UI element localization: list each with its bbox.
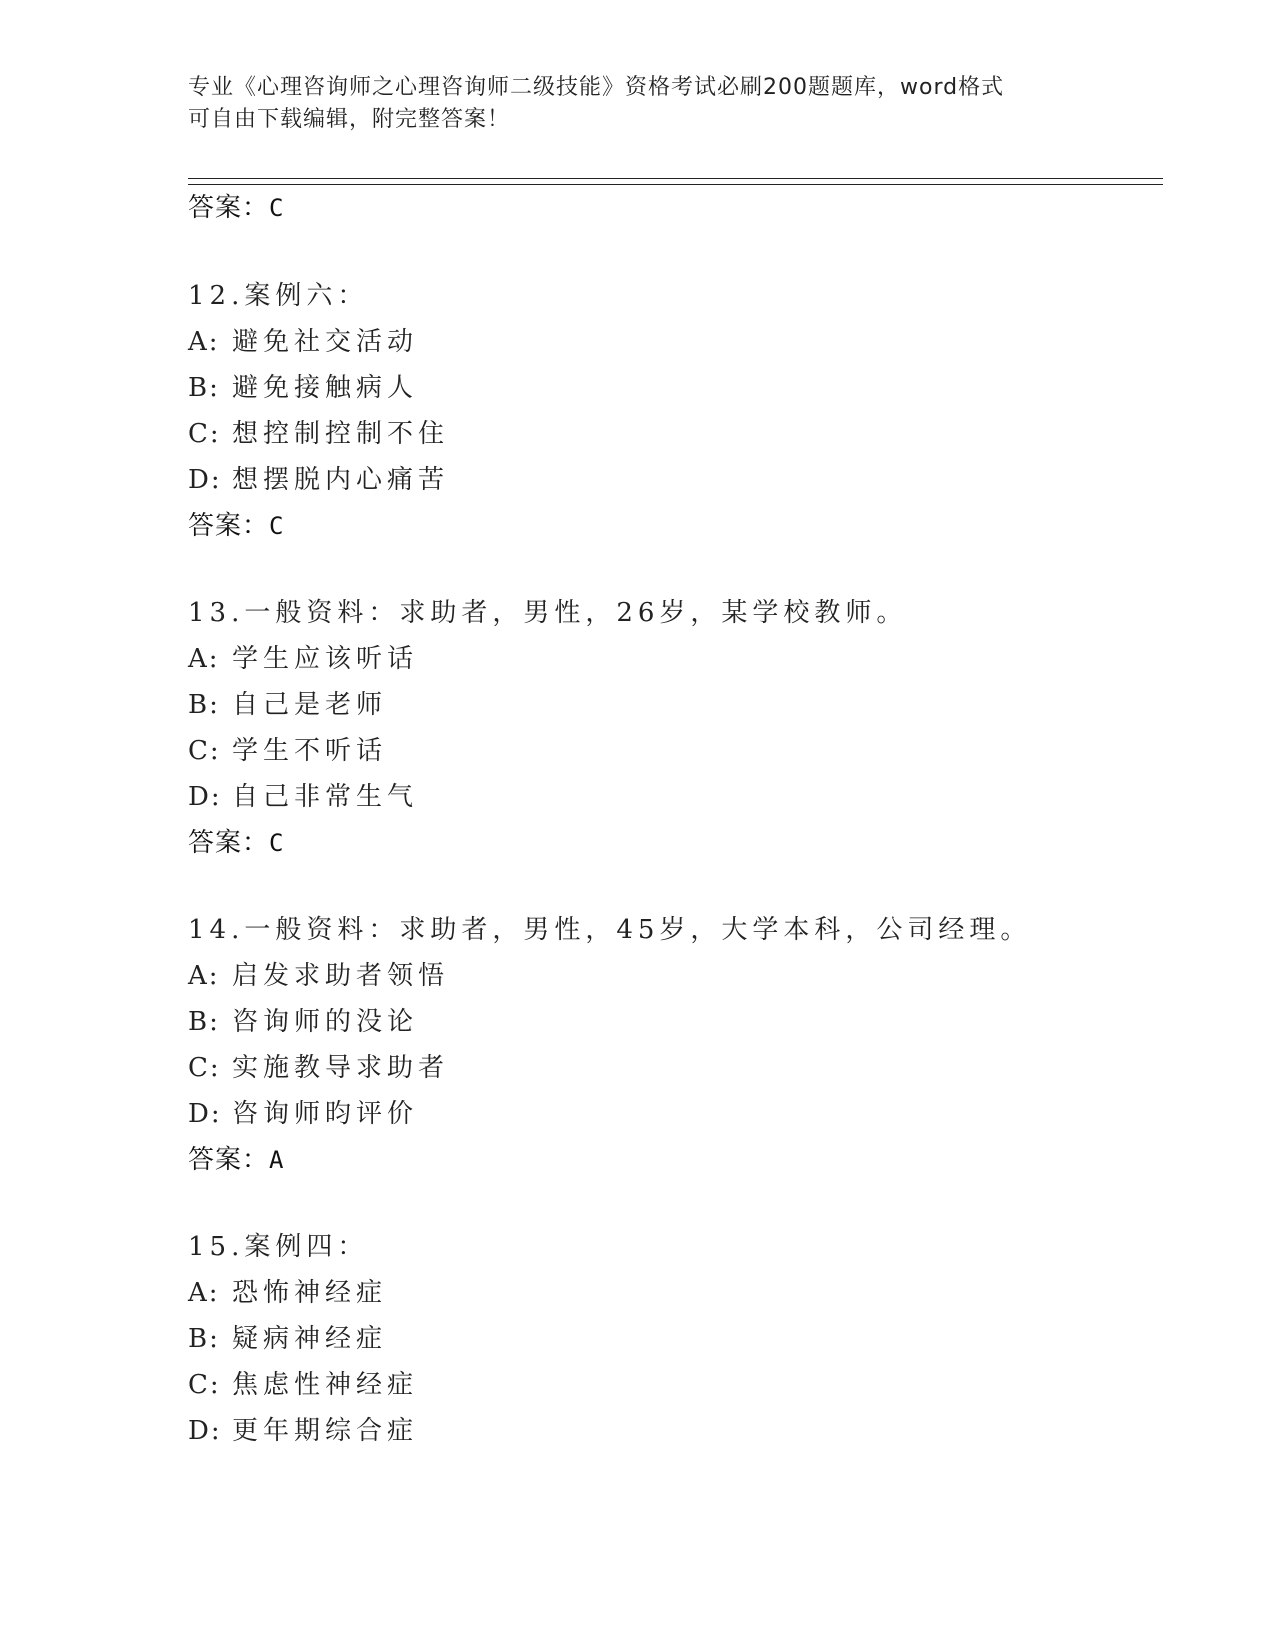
question-15 [188, 1224, 1188, 1454]
header-rule-bottom [188, 184, 1163, 185]
option-c [188, 411, 1188, 457]
answer [188, 820, 1188, 866]
option-text: 启发求助者领悟 [232, 961, 450, 991]
header-line-1: 专业《心理咨询师之心理咨询师二级技能》资格考试必刷200题题库，word格式 [188, 75, 1005, 100]
option-letter: D: [188, 782, 222, 812]
option-c [188, 728, 1188, 774]
answer-value: A [269, 1146, 285, 1174]
option-a [188, 1270, 1188, 1316]
option-letter: C: [188, 1053, 221, 1083]
question-stem: 14.一般资料：求助者，男性，45岁，大学本科，公司经理。 [188, 915, 1032, 945]
option-d [188, 1091, 1188, 1137]
option-text: 实施教导求助者 [232, 1053, 450, 1083]
question-13 [188, 590, 1188, 866]
question-12 [188, 273, 1188, 549]
option-b [188, 682, 1188, 728]
answer-label: 答案： [188, 511, 270, 541]
option-text: 更年期综合症 [232, 1416, 419, 1446]
answer-label: 答案： [188, 193, 270, 223]
option-text: 避免社交活动 [232, 327, 419, 357]
answer-label: 答案： [188, 1145, 270, 1175]
question-stem: 13.一般资料：求助者，男性，26岁，某学校教师。 [188, 598, 908, 628]
question-stem: 15.案例四： [188, 1232, 369, 1262]
option-letter: A: [188, 644, 220, 674]
option-text: 避免接触病人 [232, 373, 419, 403]
option-letter: A: [188, 961, 220, 991]
option-letter: C: [188, 736, 221, 766]
option-text: 学生应该听话 [232, 644, 419, 674]
option-text: 咨询师的没论 [232, 1007, 419, 1037]
option-text: 疑病神经症 [232, 1324, 388, 1354]
option-letter: D: [188, 1416, 222, 1446]
option-b [188, 365, 1188, 411]
option-a [188, 636, 1188, 682]
option-text: 自己非常生气 [232, 782, 419, 812]
option-d [188, 1408, 1188, 1454]
answer-label: 答案： [188, 828, 270, 858]
option-letter: D: [188, 1099, 222, 1129]
answer-value: C [269, 829, 285, 857]
question-stem: 12.案例六： [188, 281, 369, 311]
document-header [188, 72, 1088, 136]
option-letter: B: [188, 373, 220, 403]
option-letter: A: [188, 1278, 220, 1308]
option-text: 想摆脱内心痛苦 [232, 465, 450, 495]
question-14 [188, 907, 1188, 1183]
answer-value: C [269, 512, 285, 540]
option-text: 恐怖神经症 [232, 1278, 388, 1308]
option-text: 自己是老师 [232, 690, 388, 720]
option-letter: B: [188, 1324, 220, 1354]
option-text: 焦虑性神经症 [232, 1370, 419, 1400]
option-a [188, 953, 1188, 999]
option-d [188, 774, 1188, 820]
option-text: 想控制控制不住 [232, 419, 450, 449]
option-text: 咨询师昀评价 [232, 1099, 419, 1129]
header-line-2: 可自由下载编辑，附完整答案！ [188, 107, 511, 132]
answer [188, 1137, 1188, 1183]
option-a [188, 319, 1188, 365]
option-b [188, 1316, 1188, 1362]
option-letter: D: [188, 465, 222, 495]
option-c [188, 1045, 1188, 1091]
previous-answer [188, 190, 284, 226]
option-d [188, 457, 1188, 503]
option-letter: B: [188, 1007, 220, 1037]
option-letter: C: [188, 1370, 221, 1400]
option-letter: B: [188, 690, 220, 720]
option-c [188, 1362, 1188, 1408]
option-text: 学生不听话 [232, 736, 388, 766]
option-b [188, 999, 1188, 1045]
option-letter: C: [188, 419, 221, 449]
option-letter: A: [188, 327, 220, 357]
answer-value: C [269, 194, 285, 222]
answer [188, 503, 1188, 549]
header-rule-top [188, 178, 1163, 179]
